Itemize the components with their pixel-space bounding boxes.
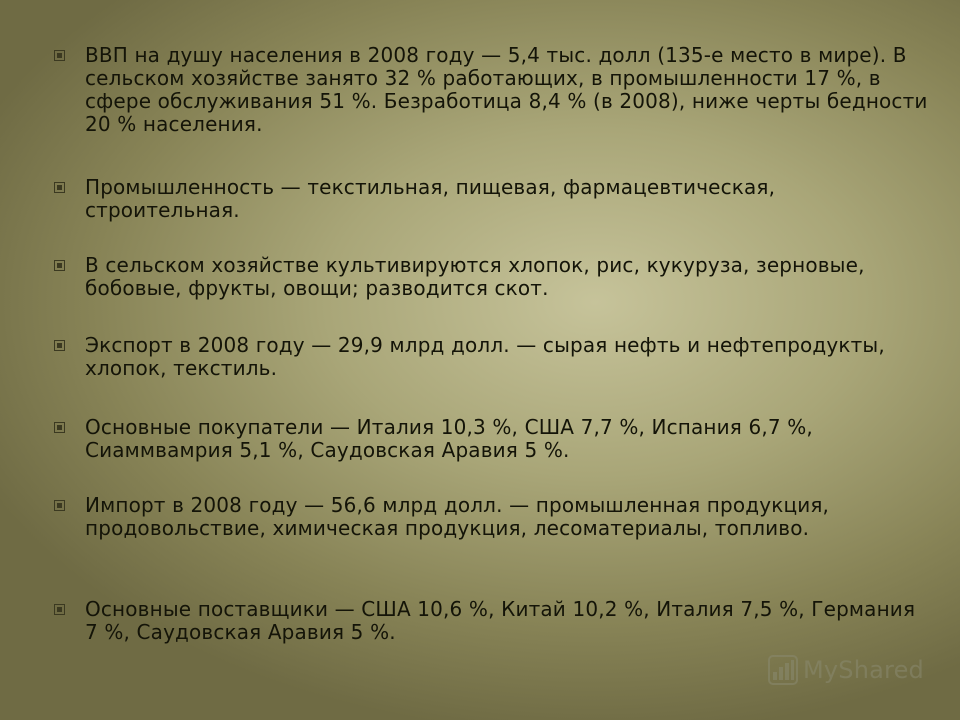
bullet-marker-icon <box>54 340 65 351</box>
bullet-text: Основные покупатели — Италия 10,3 %, США 7,7 %, Испания 6,7 %, Сиаммвамрия 5,1 %, Саудовская Аравия 5 %. <box>85 415 813 462</box>
bullet-marker-icon <box>54 500 65 511</box>
myshared-logo-icon <box>767 654 799 686</box>
bullet-agriculture <box>54 254 934 300</box>
bullet-import <box>54 494 934 540</box>
bullet-text: Основные поставщики — США 10,6 %, Китай 10,2 %, Италия 7,5 %, Германия 7 %, Саудовская Аравия 5 %. <box>85 597 916 644</box>
myshared-watermark <box>767 654 924 686</box>
bullet-text: ВВП на душу населения в 2008 году — 5,4 тыс. долл (135-е место в мире). В сельском хозяйстве занято 32 % работающих, в промышленности 17 %, в сфере обслуживания 51 %. Безработица 8,4 % (в 2008), ниже черты бедности 20 % населения. <box>85 43 928 136</box>
bullet-export <box>54 334 934 380</box>
bullet-text: Импорт в 2008 году — 56,6 млрд долл. — промышленная продукция, продовольствие, химическая продукция, лесоматериалы, топливо. <box>85 493 830 540</box>
bullet-marker-icon <box>54 422 65 433</box>
bullet-text: Экспорт в 2008 году — 29,9 млрд долл. — сырая нефть и нефтепродукты, хлопок, текстиль. <box>85 333 885 380</box>
bullet-marker-icon <box>54 182 65 193</box>
bullet-text: В сельском хозяйстве культивируются хлопок, рис, кукуруза, зерновые, бобовые, фрукты, овощи; разводится скот. <box>85 253 865 300</box>
bullet-marker-icon <box>54 260 65 271</box>
bullet-text: Промышленность — текстильная, пищевая, фармацевтическая, строительная. <box>85 175 776 222</box>
bullet-industry <box>54 176 934 222</box>
bullet-gdp <box>54 44 934 136</box>
bullet-marker-icon <box>54 604 65 615</box>
bullet-marker-icon <box>54 50 65 61</box>
bullet-buyers <box>54 416 934 462</box>
watermark-text: MyShared <box>802 656 924 684</box>
bullet-suppliers <box>54 598 934 644</box>
